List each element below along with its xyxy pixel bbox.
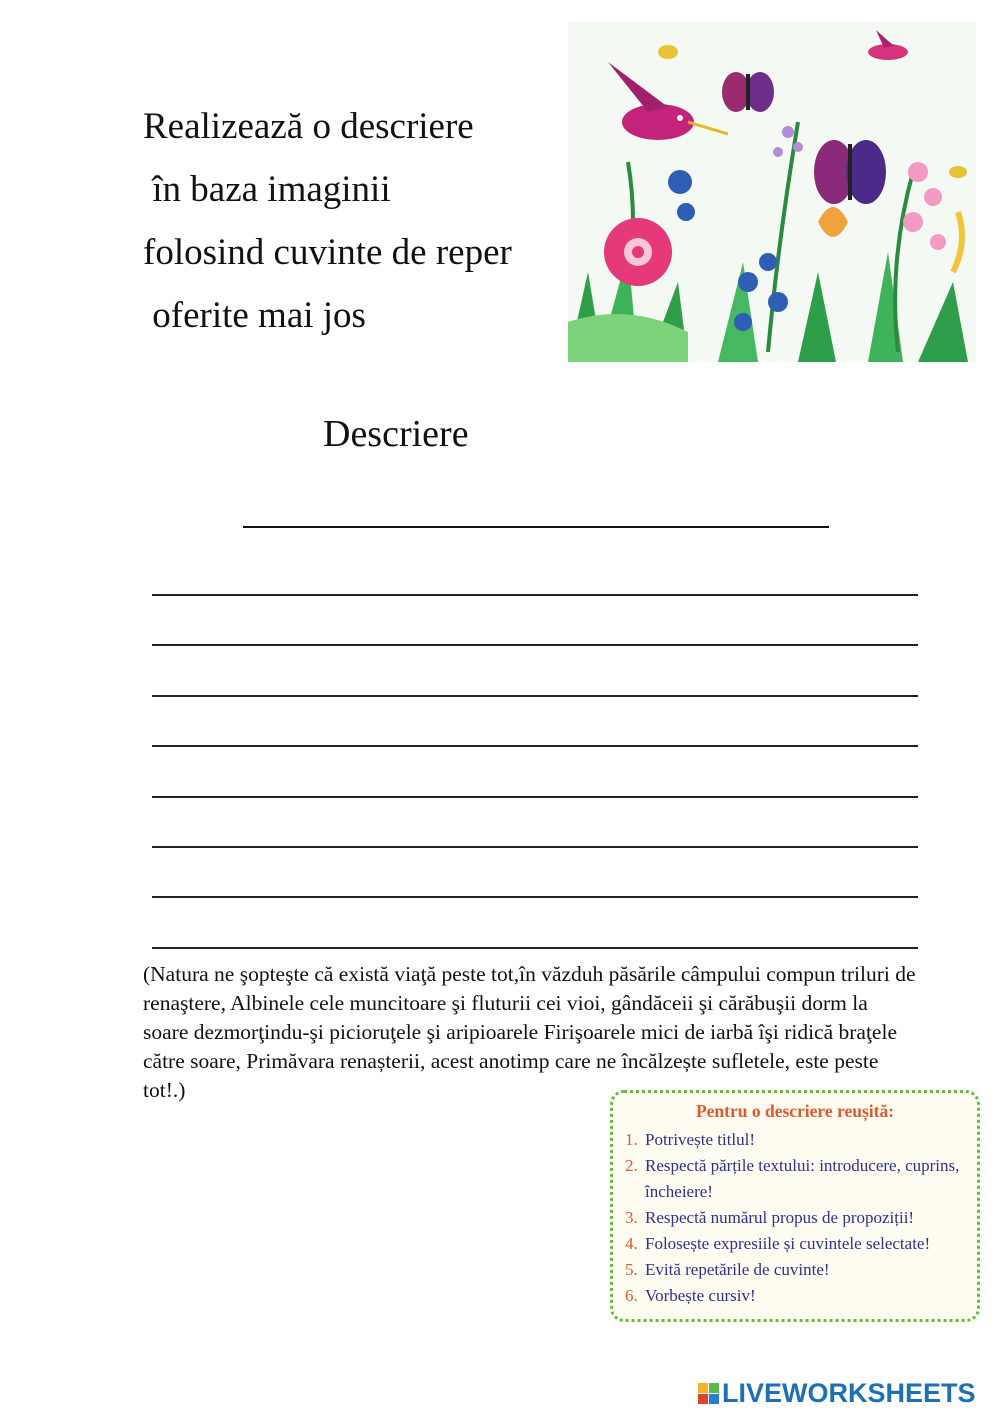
instruction-line-3: folosind cuvinte de reper [143,232,512,273]
tip-text: Potrivește titlul! [645,1130,756,1149]
writing-line[interactable] [152,796,918,798]
tip-text: Folosește expresiile și cuvintele selectate! [645,1234,931,1253]
tips-list [625,1127,971,1309]
tip-text: Vorbește cursiv! [645,1286,756,1305]
tip-number: 3. [625,1208,638,1227]
writing-line[interactable] [152,947,918,949]
instruction-line-1: Realizează o descriere [143,106,474,147]
tip-number: 1. [625,1130,638,1149]
title-write-line[interactable] [243,526,829,528]
tip-item [625,1205,971,1231]
tip-number: 5. [625,1260,638,1279]
logo-text: LIVEWORKSHEETS [722,1378,976,1408]
writing-line[interactable] [152,644,918,646]
instruction-line-4: oferite mai jos [143,295,366,336]
tip-item [625,1127,971,1153]
writing-line[interactable] [152,745,918,747]
writing-line[interactable] [152,594,918,596]
flowers-illustration [568,22,976,362]
reference-words-paragraph: (Natura ne şopteşte că există viaţă peste tot,în văzduh păsările câmpului compun triluri de renaştere, Albinele cele muncitoare şi fluturii cei vioi, gândăceii şi cărăbuşii dorm la soare dezmorţindu-şi picioruţele şi aripioarele Firişoarele mici de iarbă îşi ridică braţele către soare, Primăvara renașterii, acest anotimp care ne încălzește sufletele, este peste tot!.) [143,962,916,1102]
tip-number: 6. [625,1286,638,1305]
tip-number: 2. [625,1156,638,1175]
tip-number: 4. [625,1234,638,1253]
liveworksheets-logo [698,1378,976,1409]
instruction-line-2: în baza imaginii [143,169,391,210]
logo-icon [698,1383,719,1404]
writing-line[interactable] [152,695,918,697]
tip-item [625,1231,971,1257]
tips-box [610,1090,980,1322]
page-title: Descriere [323,413,469,455]
tip-text: Evită repetările de cuvinte! [645,1260,830,1279]
tip-text: Respectă numărul propus de propoziții! [645,1208,915,1227]
tip-text: Respectă părțile textului: introducere, cuprins, încheiere! [645,1156,960,1201]
tip-item [625,1153,971,1205]
writing-line[interactable] [152,896,918,898]
tips-title: Pentru o descriere reușită: [695,1101,895,1121]
tip-item [625,1283,971,1309]
tip-item [625,1257,971,1283]
writing-line[interactable] [152,846,918,848]
instructions [143,95,512,347]
